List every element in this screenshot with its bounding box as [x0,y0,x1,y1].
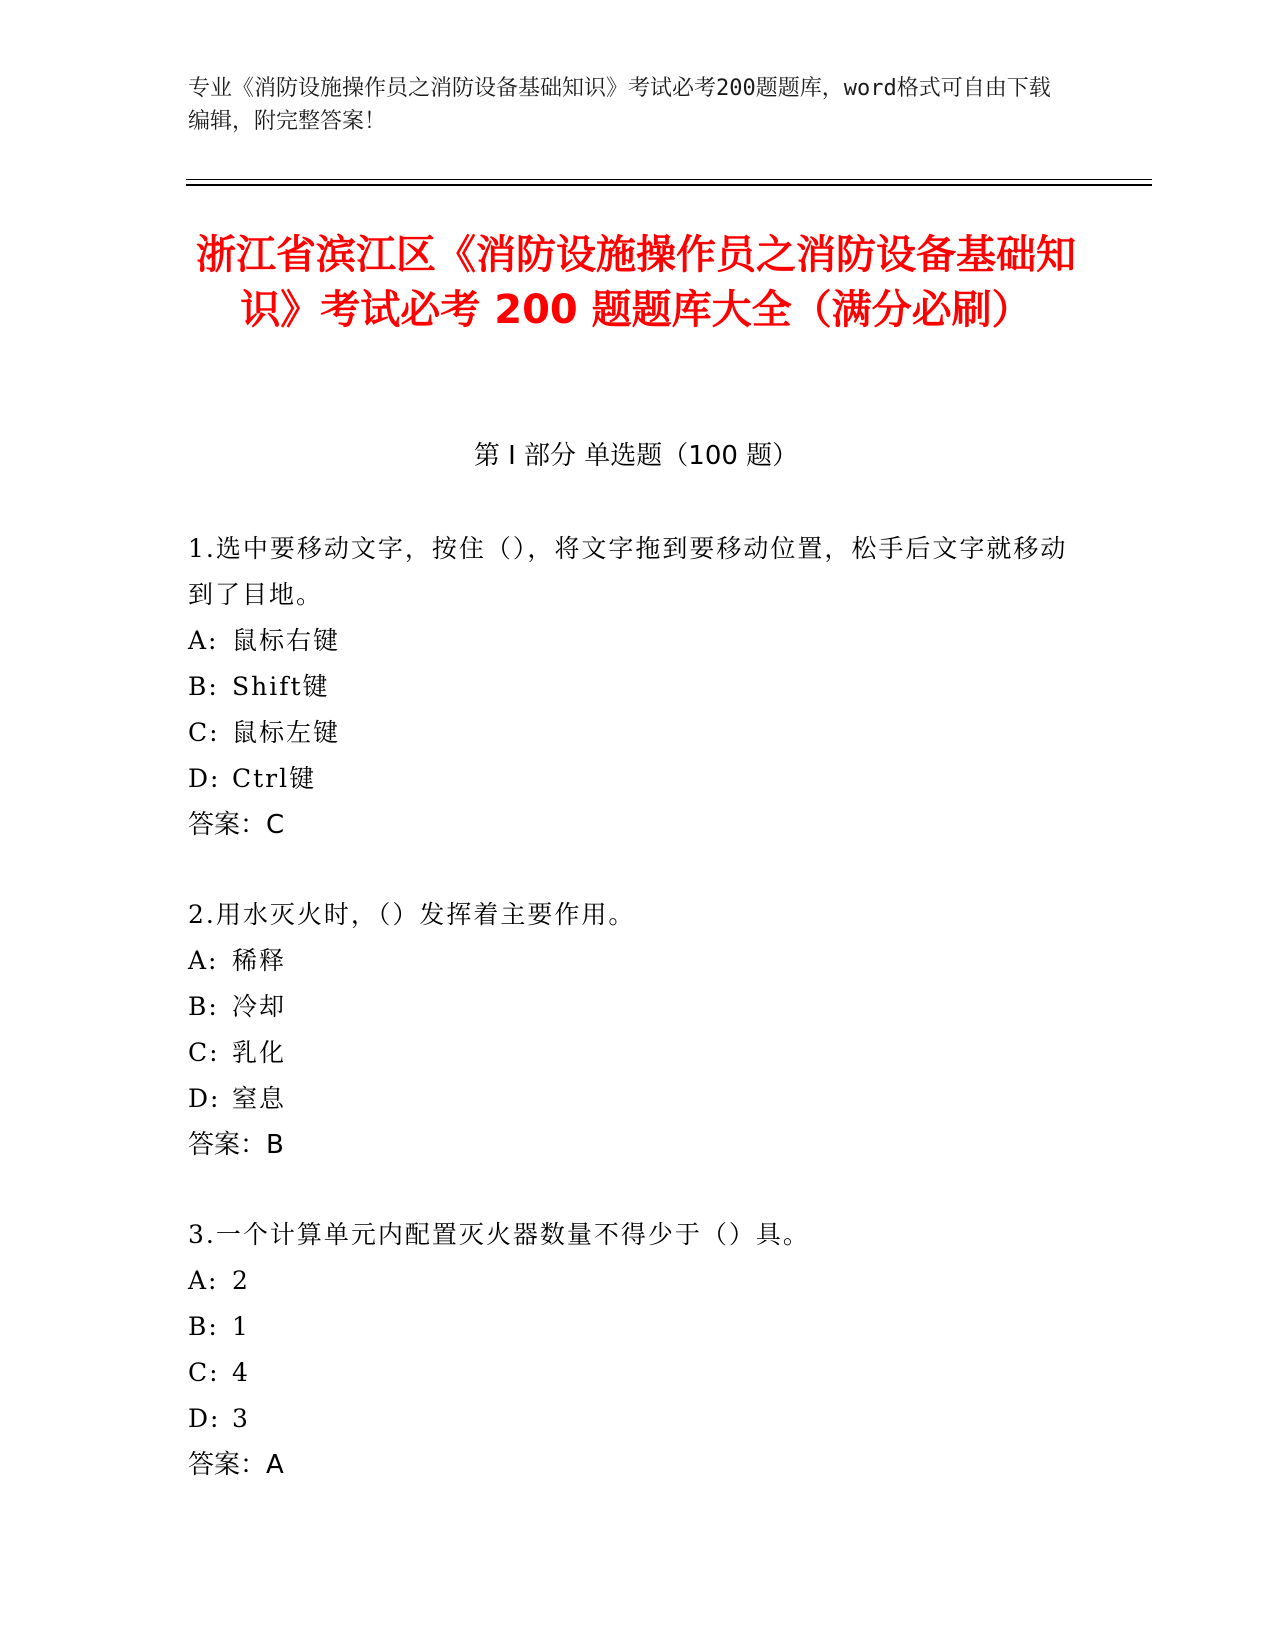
question-list [188,526,1068,1532]
question-stem: 1.选中要移动文字，按住（），将文字拖到要移动位置，松手后文字就移动到了目地。 [188,534,1068,609]
option-c [188,710,1068,756]
question-3 [188,1212,1068,1488]
option-key: D: [188,1084,221,1113]
section-title: 第 I 部分 单选题（100 题） [473,441,799,471]
option-key: B: [188,992,219,1021]
option-b [188,664,1068,710]
option-a [188,1258,1068,1304]
option-text: 2 [232,1266,250,1295]
option-d [188,1396,1068,1442]
option-key: C: [188,1038,220,1067]
option-key: D: [188,1404,221,1433]
option-key: C: [188,718,220,747]
question-2 [188,892,1068,1168]
answer-line: 答案：B [188,1130,284,1160]
option-b [188,984,1068,1030]
question-1 [188,526,1068,848]
option-text: Ctrl键 [232,764,317,793]
option-key: B: [188,672,219,701]
option-text: 1 [232,1312,250,1341]
option-text: 4 [232,1358,250,1387]
option-key: A: [188,1266,219,1295]
option-a [188,618,1068,664]
question-stem: 3.一个计算单元内配置灭火器数量不得少于（）具。 [188,1220,810,1249]
option-key: B: [188,1312,219,1341]
option-c [188,1030,1068,1076]
option-a [188,938,1068,984]
option-key: C: [188,1358,220,1387]
answer-line: 答案：A [188,1450,284,1480]
divider-thick [186,184,1152,186]
option-text: 乳化 [232,1038,287,1067]
option-key: D: [188,764,221,793]
option-c [188,1350,1068,1396]
document-title: 浙江省滨江区《消防设施操作员之消防设备基础知识》考试必考 200 题题库大全（满分必刷） [196,232,1076,333]
option-text: Shift键 [232,672,330,701]
option-text: 3 [232,1404,250,1433]
option-d [188,756,1068,802]
option-text: 鼠标右键 [232,626,341,655]
option-text: 冷却 [232,992,287,1021]
option-key: A: [188,626,219,655]
option-b [188,1304,1068,1350]
header-note: 专业《消防设施操作员之消防设备基础知识》考试必考200题题库，word格式可自由下载编辑，附完整答案！ [188,76,1051,134]
question-stem: 2.用水灭火时，（）发挥着主要作用。 [188,900,636,929]
option-d [188,1076,1068,1122]
option-text: 稀释 [232,946,287,975]
divider-thin [186,179,1152,180]
option-text: 窒息 [232,1084,287,1113]
answer-line: 答案：C [188,810,285,840]
option-key: A: [188,946,219,975]
option-text: 鼠标左键 [232,718,341,747]
